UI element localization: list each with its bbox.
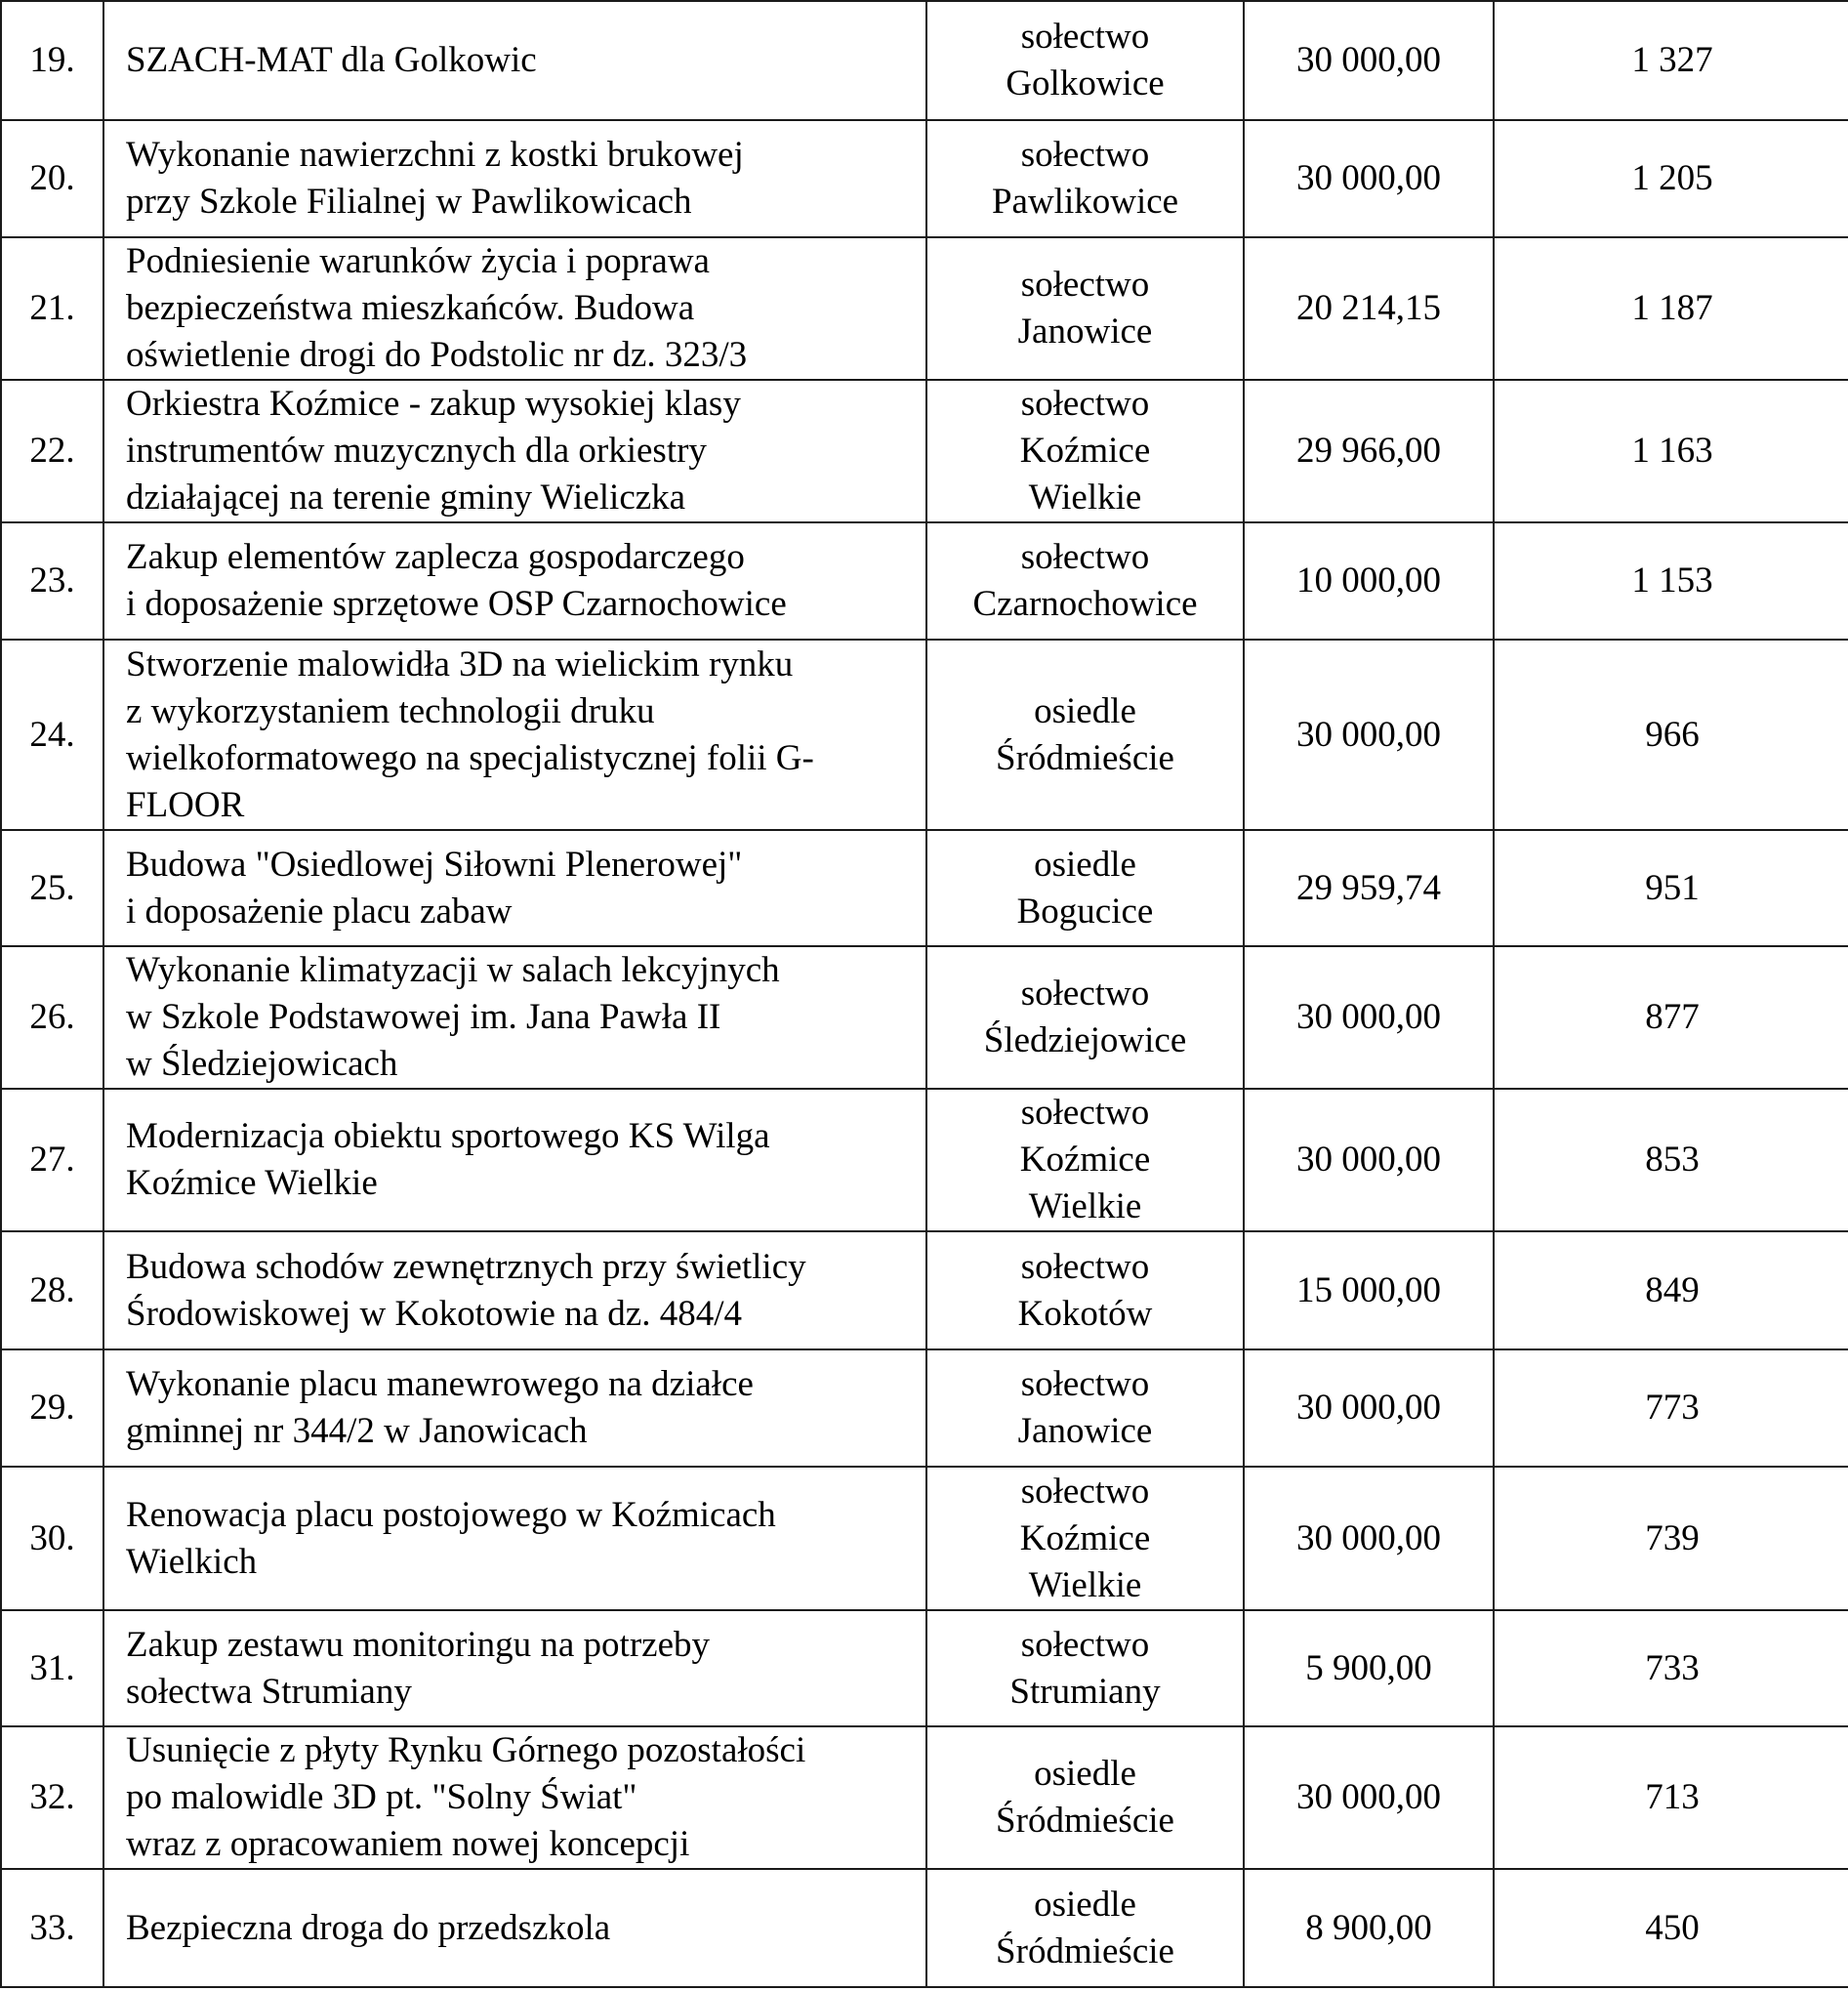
project-title — [103, 1869, 926, 1987]
votes-cell: 1 163 — [1494, 380, 1848, 522]
text-line: sołectwo — [1020, 17, 1150, 57]
text-line: oświetlenie drogi do Podstolic nr dz. 323/3 — [126, 335, 748, 375]
votes-cell: 1 187 — [1494, 237, 1848, 380]
project-title — [103, 1, 926, 120]
table-row — [1, 1231, 1848, 1349]
text-line: bezpieczeństwa mieszkańców. Budowa — [126, 288, 695, 328]
row-number: 28. — [1, 1231, 103, 1349]
amount-cell: 30 000,00 — [1244, 946, 1494, 1089]
text-line: osiedle — [1034, 844, 1136, 885]
area-cell — [926, 1231, 1244, 1349]
row-number: 30. — [1, 1467, 103, 1610]
text-line: Janowice — [1017, 1411, 1153, 1451]
text-line: działającej na terenie gminy Wieliczka — [126, 477, 686, 518]
text-line: Wielkie — [1028, 1564, 1142, 1605]
text-line: osiedle — [1034, 1884, 1136, 1925]
amount-cell: 5 900,00 — [1244, 1610, 1494, 1726]
text-line: Śledziejowice — [983, 1020, 1187, 1060]
text-line: Koźmice — [1019, 431, 1151, 471]
text-line: Orkiestra Koźmice - zakup wysokiej klasy — [126, 384, 741, 424]
table-row — [1, 120, 1848, 237]
project-title — [103, 1231, 926, 1349]
amount-cell: 30 000,00 — [1244, 1467, 1494, 1610]
text-line: Pawlikowice — [991, 182, 1179, 222]
text-line: Modernizacja obiektu sportowego KS Wilga — [126, 1116, 770, 1156]
text-line: Wykonanie placu manewrowego na działce — [126, 1364, 754, 1404]
amount-cell: 20 214,15 — [1244, 237, 1494, 380]
text-line: Budowa schodów zewnętrznych przy świetlicy — [126, 1246, 806, 1287]
amount-cell: 30 000,00 — [1244, 1349, 1494, 1467]
votes-cell: 773 — [1494, 1349, 1848, 1467]
amount-cell: 30 000,00 — [1244, 640, 1494, 830]
area-cell — [926, 120, 1244, 237]
row-number: 27. — [1, 1089, 103, 1231]
area-cell — [926, 1610, 1244, 1726]
text-line: Wykonanie klimatyzacji w salach lekcyjnych — [126, 950, 780, 990]
area-cell — [926, 1869, 1244, 1987]
text-line: sołectwo — [1020, 1246, 1150, 1287]
area-cell — [926, 1, 1244, 120]
text-line: SZACH-MAT dla Golkowic — [126, 40, 537, 80]
project-title — [103, 1349, 926, 1467]
text-line: Renowacja placu postojowego w Koźmicach — [126, 1494, 776, 1535]
project-title — [103, 522, 926, 640]
row-number: 22. — [1, 380, 103, 522]
text-line: po malowidle 3D pt. "Solny Świat" — [126, 1777, 637, 1817]
row-number: 25. — [1, 830, 103, 946]
text-line: Zakup zestawu monitoringu na potrzeby — [126, 1624, 710, 1665]
project-title — [103, 380, 926, 522]
votes-cell: 853 — [1494, 1089, 1848, 1231]
text-line: osiedle — [1034, 690, 1136, 731]
text-line: Bogucice — [1016, 891, 1154, 932]
text-line: i doposażenie sprzętowe OSP Czarnochowice — [126, 584, 787, 624]
text-line: Wykonanie nawierzchni z kostki brukowej — [126, 135, 744, 175]
text-line: sołectwo — [1020, 537, 1150, 577]
text-line: sołectwo — [1020, 1364, 1150, 1404]
text-line: Śródmieście — [996, 1801, 1174, 1841]
amount-cell: 30 000,00 — [1244, 1089, 1494, 1231]
table-row — [1, 1349, 1848, 1467]
votes-cell: 450 — [1494, 1869, 1848, 1987]
text-line: sołectwo — [1020, 265, 1150, 305]
votes-cell: 877 — [1494, 946, 1848, 1089]
area-cell — [926, 380, 1244, 522]
votes-cell: 849 — [1494, 1231, 1848, 1349]
text-line: sołectwo — [1020, 1624, 1150, 1665]
text-line: Śródmieście — [996, 1930, 1174, 1971]
text-line: Golkowice — [1006, 63, 1165, 104]
amount-cell: 10 000,00 — [1244, 522, 1494, 640]
row-number: 21. — [1, 237, 103, 380]
amount-cell: 15 000,00 — [1244, 1231, 1494, 1349]
text-line: w Śledziejowicach — [126, 1044, 398, 1084]
text-line: Koźmice Wielkie — [126, 1163, 378, 1203]
area-cell — [926, 522, 1244, 640]
area-cell — [926, 1726, 1244, 1869]
text-line: Wielkich — [126, 1541, 258, 1582]
project-title — [103, 1726, 926, 1869]
text-line: Wielkie — [1028, 1186, 1142, 1226]
text-line: Bezpieczna droga do przedszkola — [126, 1907, 611, 1948]
text-line: gminnej nr 344/2 w Janowicach — [126, 1411, 588, 1451]
votes-cell: 733 — [1494, 1610, 1848, 1726]
area-cell — [926, 1089, 1244, 1231]
text-line: sołectwo — [1020, 974, 1150, 1014]
text-line: Stworzenie malowidła 3D na wielickim rynku — [126, 643, 794, 684]
table-row — [1, 1467, 1848, 1610]
row-number: 33. — [1, 1869, 103, 1987]
text-line: instrumentów muzycznych dla orkiestry — [126, 431, 707, 471]
text-line: sołectwo — [1020, 135, 1150, 175]
text-line: Śródmieście — [996, 737, 1174, 778]
project-title — [103, 946, 926, 1089]
project-title — [103, 1610, 926, 1726]
text-line: FLOOR — [126, 784, 245, 825]
table-row — [1, 1, 1848, 120]
row-number: 23. — [1, 522, 103, 640]
row-number: 29. — [1, 1349, 103, 1467]
text-line: Koźmice — [1019, 1140, 1151, 1180]
table-row — [1, 946, 1848, 1089]
area-cell — [926, 1467, 1244, 1610]
text-line: sołectwa Strumiany — [126, 1671, 412, 1712]
text-line: Wielkie — [1028, 477, 1142, 518]
row-number: 20. — [1, 120, 103, 237]
project-title — [103, 640, 926, 830]
votes-cell: 713 — [1494, 1726, 1848, 1869]
row-number: 19. — [1, 1, 103, 120]
text-line: Środowiskowej w Kokotowie na dz. 484/4 — [126, 1293, 742, 1334]
text-line: Zakup elementów zaplecza gospodarczego — [126, 537, 745, 577]
text-line: Podniesienie warunków życia i poprawa — [126, 241, 710, 281]
area-cell — [926, 1349, 1244, 1467]
area-cell — [926, 237, 1244, 380]
text-line: i doposażenie placu zabaw — [126, 891, 513, 932]
row-number: 32. — [1, 1726, 103, 1869]
project-title — [103, 830, 926, 946]
projects-table-body — [1, 1, 1848, 1987]
area-cell — [926, 946, 1244, 1089]
table-row — [1, 830, 1848, 946]
project-title — [103, 120, 926, 237]
project-title — [103, 1089, 926, 1231]
votes-cell: 1 153 — [1494, 522, 1848, 640]
row-number: 24. — [1, 640, 103, 830]
text-line: sołectwo — [1020, 1471, 1150, 1512]
amount-cell: 30 000,00 — [1244, 1726, 1494, 1869]
votes-cell: 951 — [1494, 830, 1848, 946]
votes-cell: 1 205 — [1494, 120, 1848, 237]
amount-cell: 29 966,00 — [1244, 380, 1494, 522]
area-cell — [926, 830, 1244, 946]
text-line: Kokotów — [1017, 1293, 1153, 1334]
table-row — [1, 1726, 1848, 1869]
table-row — [1, 237, 1848, 380]
table-row — [1, 380, 1848, 522]
area-cell — [926, 640, 1244, 830]
project-title — [103, 1467, 926, 1610]
table-row — [1, 640, 1848, 830]
text-line: w Szkole Podstawowej im. Jana Pawła II — [126, 997, 721, 1037]
text-line: sołectwo — [1020, 384, 1150, 424]
text-line: Budowa "Osiedlowej Siłowni Plenerowej" — [126, 844, 743, 885]
text-line: Usunięcie z płyty Rynku Górnego pozostałości — [126, 1730, 806, 1770]
text-line: sołectwo — [1020, 1093, 1150, 1133]
amount-cell: 29 959,74 — [1244, 830, 1494, 946]
votes-cell: 966 — [1494, 640, 1848, 830]
text-line: Koźmice — [1019, 1517, 1151, 1558]
table-row — [1, 1089, 1848, 1231]
project-title — [103, 237, 926, 380]
table-row — [1, 1610, 1848, 1726]
text-line: wraz z opracowaniem nowej koncepcji — [126, 1824, 690, 1864]
text-line: osiedle — [1034, 1754, 1136, 1794]
votes-cell: 739 — [1494, 1467, 1848, 1610]
amount-cell: 30 000,00 — [1244, 120, 1494, 237]
text-line: przy Szkole Filialnej w Pawlikowicach — [126, 182, 692, 222]
votes-cell: 1 327 — [1494, 1, 1848, 120]
text-line: z wykorzystaniem technologii druku — [126, 690, 655, 731]
amount-cell: 30 000,00 — [1244, 1, 1494, 120]
text-line: Strumiany — [1009, 1671, 1161, 1712]
table-row — [1, 522, 1848, 640]
row-number: 31. — [1, 1610, 103, 1726]
amount-cell: 8 900,00 — [1244, 1869, 1494, 1987]
row-number: 26. — [1, 946, 103, 1089]
text-line: wielkoformatowego na specjalistycznej folii G- — [126, 737, 814, 778]
text-line: Czarnochowice — [972, 584, 1198, 624]
table-row — [1, 1869, 1848, 1987]
text-line: Janowice — [1017, 311, 1153, 352]
